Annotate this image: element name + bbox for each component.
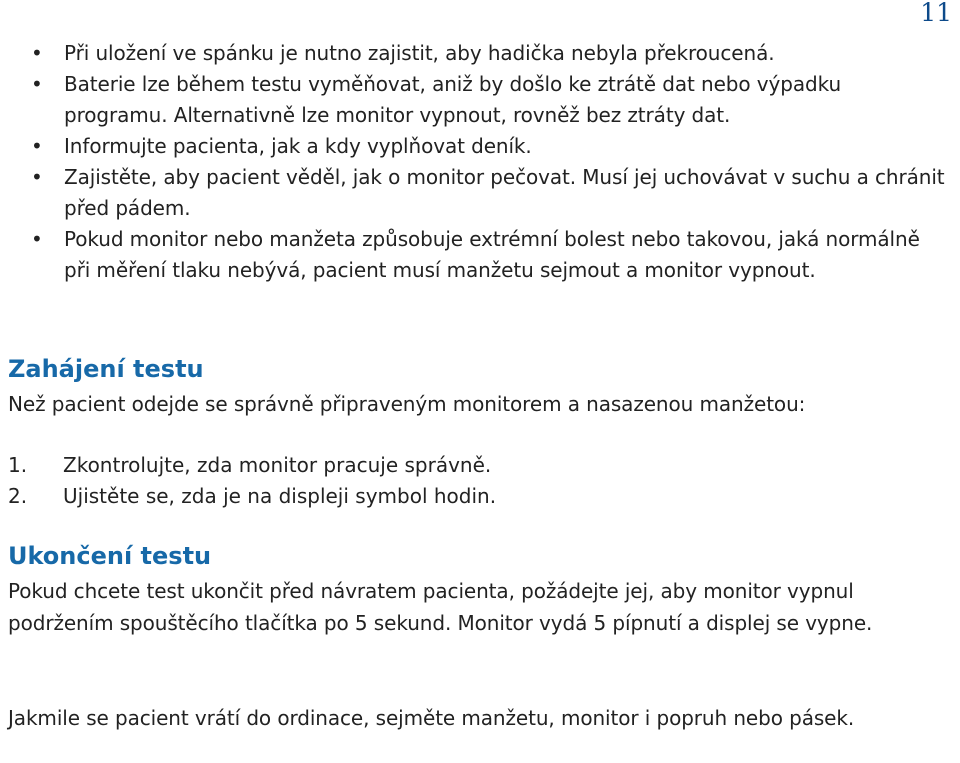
list-item <box>8 481 496 512</box>
bullet-item: • Zajistěte, aby pacient věděl, jak o monitor pečovat. Musí jej uchovávat v suchu a chránit před pádem. <box>0 162 950 224</box>
page-number: 11 <box>920 0 952 27</box>
list-text: Zkontrolujte, zda monitor pracuje správně. <box>63 453 492 477</box>
list-number: 2. <box>8 484 28 508</box>
bullet-item: • Informujte pacienta, jak a kdy vyplňovat deník. <box>0 131 950 162</box>
bullet-item: • Při uložení ve spánku je nutno zajistit, aby hadička nebyla překroucená. <box>0 38 950 69</box>
section-heading-start: Zahájení testu <box>8 355 204 383</box>
list-text: Ujistěte se, zda je na displeji symbol hodin. <box>63 484 497 508</box>
bullet-list <box>0 38 950 286</box>
list-number: 1. <box>8 453 28 477</box>
end-paragraph-2: Jakmile se pacient vrátí do ordinace, sejměte manžetu, monitor i popruh nebo pásek. <box>8 706 855 730</box>
bullet-item: • Pokud monitor nebo manžeta způsobuje extrémní bolest nebo takovou, jaká normálně při měření tlaku nebývá, pacient musí manžetu sejmout a monitor vypnout. <box>0 224 950 286</box>
bullet-item: • Baterie lze během testu vyměňovat, aniž by došlo ke ztrátě dat nebo výpadku programu. Alternativně lze monitor vypnout, rovněž bez ztráty dat. <box>0 69 950 131</box>
list-item <box>8 450 496 481</box>
numbered-list <box>8 450 496 512</box>
start-intro: Než pacient odejde se správně připraveným monitorem a nasazenou manžetou: <box>8 392 806 416</box>
section-heading-end: Ukončení testu <box>8 542 212 570</box>
end-paragraph-1: Pokud chcete test ukončit před návratem pacienta, požádejte jej, aby monitor vypnul podržením spouštěcího tlačítka po 5 sekund. Monitor vydá 5 pípnutí a displej se vypne. <box>8 579 873 635</box>
